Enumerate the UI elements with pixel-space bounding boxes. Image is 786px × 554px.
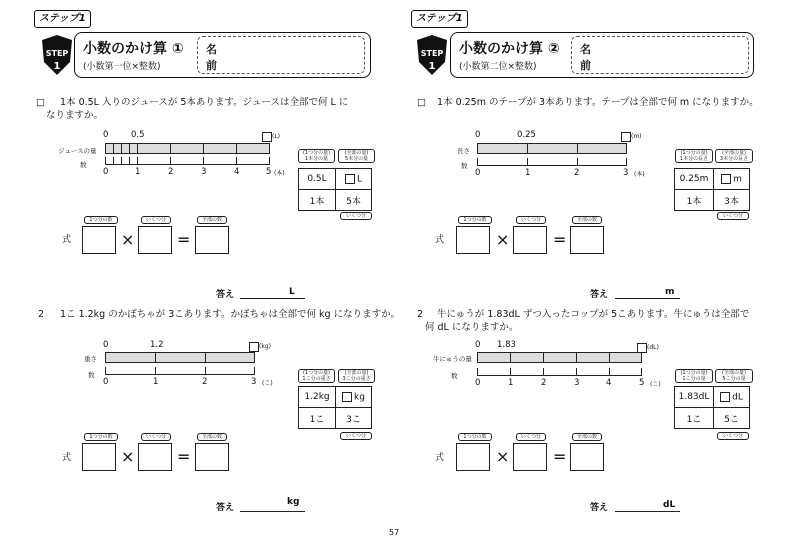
formula-pill-3: 全部の数 <box>197 433 227 441</box>
answer-label: 答え <box>216 290 235 300</box>
header-pill-1: (1つ分の量) 1こ分の重さ <box>298 369 335 383</box>
question-2-number: 2 <box>417 309 424 320</box>
unit-top: (dL) <box>647 344 659 351</box>
formula-pill-3: 全部の数 <box>572 433 602 441</box>
times-sign: × <box>496 230 510 249</box>
title-box <box>450 32 754 78</box>
tape-bar <box>477 352 642 363</box>
tick-5: 5 <box>639 378 645 388</box>
tape-bar <box>105 352 255 363</box>
tape-bar <box>477 143 627 154</box>
name-field[interactable] <box>571 36 749 74</box>
name-label-2: 前 <box>580 59 591 72</box>
formula-pill-1: 1つ分の数 <box>84 433 118 441</box>
question-2-number: 2 <box>38 309 45 320</box>
cell-1-1: 0.25m <box>675 169 714 190</box>
answer-box-1[interactable] <box>82 226 116 254</box>
tick-0: 0 <box>475 378 481 388</box>
answer-box-2[interactable] <box>513 443 547 471</box>
answer-label: 答え <box>216 503 235 513</box>
question-1-text: 1本 0.5L 入りのジュースが 5本あります。ジュースは全部で何 L に <box>60 97 349 108</box>
answer-line[interactable] <box>615 298 680 299</box>
answer-box-1[interactable] <box>82 443 116 471</box>
tick-0: 0 <box>103 377 109 387</box>
cell-2-2: 5こ <box>714 408 750 429</box>
tick-1: 1 <box>153 377 159 387</box>
row-label-2: 数 <box>461 162 468 170</box>
cell-2-2: 3本 <box>714 190 750 211</box>
unit-bottom: (本) <box>274 170 285 177</box>
answer-line[interactable] <box>240 511 305 512</box>
page-subtitle: (小数第一位×整数) <box>83 62 161 72</box>
cell-2-1: 1本 <box>299 190 336 211</box>
answer-box-2[interactable] <box>138 226 172 254</box>
tick-2: 2 <box>574 168 580 178</box>
cell-1-1: 1.83dL <box>675 387 714 408</box>
header-pill-1: (1つ分の量) 1本分の量 <box>298 149 335 163</box>
tick-3: 3 <box>623 168 629 178</box>
tick-3: 3 <box>574 378 580 388</box>
top-label-1: 1.2 <box>150 340 164 350</box>
header-pill-2: (全部の量) 3こ分の重さ <box>338 369 375 383</box>
row-label-2: 数 <box>88 371 95 379</box>
row-label-2: 数 <box>80 161 87 169</box>
question-1-number: □ <box>417 97 426 108</box>
unit-bottom: (こ) <box>262 380 273 387</box>
tick-0: 0 <box>475 168 481 178</box>
row-label-1: 長さ <box>457 147 470 155</box>
quantity-table <box>674 386 750 429</box>
top-label-1: 0.5 <box>131 130 145 140</box>
unit-bottom: (こ) <box>650 381 661 388</box>
name-field[interactable] <box>197 36 365 74</box>
tick-2: 2 <box>168 167 174 177</box>
header-pill-1: (1つ分の量) 1こ分の量 <box>675 369 713 383</box>
cell-1-2[interactable]: L <box>336 169 372 190</box>
cell-2-1: 1本 <box>675 190 714 211</box>
number-line <box>477 375 642 376</box>
ikutsu-pill: いくつ分 <box>340 432 372 440</box>
unit-top: (L) <box>272 133 281 140</box>
top-label-0: 0 <box>103 340 109 350</box>
row-label-1: 重さ <box>84 355 97 363</box>
cell-2-2: 5本 <box>336 190 372 211</box>
number-line <box>477 165 627 166</box>
formula-pill-3: 全部の数 <box>572 216 602 224</box>
answer-box-3[interactable] <box>570 226 604 254</box>
tick-5: 5 <box>266 167 272 177</box>
cell-1-2[interactable]: m <box>714 169 750 190</box>
answer-label: 答え <box>590 503 609 513</box>
blank-box[interactable] <box>621 132 631 142</box>
answer-box-2[interactable] <box>138 443 172 471</box>
number-line <box>105 374 255 375</box>
formula-pill-3: 全部の数 <box>197 216 227 224</box>
quantity-table <box>298 386 372 429</box>
page-subtitle: (小数第二位×整数) <box>459 62 537 72</box>
tick-1: 1 <box>525 168 531 178</box>
tick-0: 0 <box>103 167 109 177</box>
top-label-0: 0 <box>475 340 481 350</box>
svg-text:STEP: STEP <box>45 49 69 58</box>
question-1-number: □ <box>36 97 45 108</box>
answer-unit: dL <box>663 500 676 510</box>
equals-sign: = <box>177 447 191 466</box>
row-label-1: 牛にゅうの量 <box>433 355 472 363</box>
right-worksheet <box>393 0 786 554</box>
svg-text:1: 1 <box>53 61 61 72</box>
times-sign: × <box>121 447 135 466</box>
top-label-1: 1.83 <box>497 340 516 350</box>
tick-2: 2 <box>202 377 208 387</box>
tick-4: 4 <box>606 378 612 388</box>
equals-sign: = <box>553 230 567 249</box>
formula-pill-1: 1つ分の数 <box>458 433 492 441</box>
header-pill-2: (全部の量) 5本分の量 <box>338 149 375 163</box>
cell-1-2[interactable]: kg <box>336 387 372 408</box>
quantity-table <box>674 168 750 211</box>
question-1-text: 1本 0.25m のテープが 3本あります。テープは全部で何 m になりますか。 <box>437 97 759 108</box>
answer-box-2[interactable] <box>513 226 547 254</box>
step-shield-icon <box>415 34 449 76</box>
tick-1: 1 <box>135 167 141 177</box>
unit-bottom: (本) <box>634 171 645 178</box>
formula-pill-2: いくつ分 <box>516 216 546 224</box>
top-label-1: 0.25 <box>517 130 536 140</box>
question-2-text: 牛にゅうが 1.83dL ずつ入ったコップが 5こあります。牛にゅうは全部で <box>437 309 750 320</box>
tick-1: 1 <box>508 378 514 388</box>
unit-top: (kg) <box>259 343 271 350</box>
tick-3: 3 <box>251 377 257 387</box>
formula-label: 式 <box>435 453 445 463</box>
header-pill-1: (1つ分の量) 1本分の長さ <box>675 149 713 163</box>
question-2-text-2: 何 dL になりますか。 <box>425 322 519 333</box>
top-label-0: 0 <box>475 130 481 140</box>
question-1-text-2: なりますか。 <box>46 110 104 121</box>
answer-unit: m <box>665 287 675 297</box>
tick-2: 2 <box>541 378 547 388</box>
answer-unit: L <box>289 287 295 297</box>
header-pill-2: (全部の量) 5こ分の量 <box>715 369 753 383</box>
equals-sign: = <box>553 447 567 466</box>
name-label-1: 名 <box>580 43 591 56</box>
ikutsu-pill: いくつ分 <box>717 212 749 220</box>
step-badge: ステップ1 <box>34 10 91 28</box>
answer-label: 答え <box>590 290 609 300</box>
answer-box-3[interactable] <box>570 443 604 471</box>
tick-4: 4 <box>234 167 240 177</box>
cell-2-2: 3こ <box>336 408 372 429</box>
step-shield-icon <box>40 34 74 76</box>
formula-label: 式 <box>62 453 72 463</box>
formula-pill-2: いくつ分 <box>141 216 171 224</box>
cell-2-1: 1こ <box>299 408 336 429</box>
formula-pill-2: いくつ分 <box>141 433 171 441</box>
formula-label: 式 <box>435 235 445 245</box>
formula-pill-1: 1つ分の数 <box>84 216 118 224</box>
blank-box[interactable] <box>262 132 272 142</box>
answer-box-1[interactable] <box>456 226 490 254</box>
answer-line[interactable] <box>615 511 680 512</box>
page-number: 57 <box>389 528 400 537</box>
blank-box[interactable] <box>249 342 259 352</box>
cell-2-1: 1こ <box>675 408 714 429</box>
ikutsu-pill: いくつ分 <box>717 432 749 440</box>
formula-pill-1: 1つ分の数 <box>458 216 492 224</box>
answer-box-3[interactable] <box>195 443 229 471</box>
formula-label: 式 <box>62 235 72 245</box>
answer-box-1[interactable] <box>456 443 490 471</box>
page-title: 小数のかけ算 ② <box>459 41 560 57</box>
equals-sign: = <box>177 230 191 249</box>
tick-3: 3 <box>201 167 207 177</box>
question-2-text: 1こ 1.2kg のかぼちゃが 3こあります。かぼちゃは全部で何 kg になりますか。 <box>60 309 401 320</box>
quantity-table <box>298 168 372 211</box>
answer-box-3[interactable] <box>195 226 229 254</box>
row-label-2: 数 <box>451 372 458 380</box>
name-label-1: 名 <box>206 43 217 56</box>
step-badge: ステップ1 <box>411 10 468 28</box>
answer-line[interactable] <box>240 298 305 299</box>
formula-pill-2: いくつ分 <box>516 433 546 441</box>
cell-1-2[interactable]: dL <box>714 387 750 408</box>
cell-1-1: 0.5L <box>299 169 336 190</box>
top-label-0: 0 <box>103 130 109 140</box>
name-label-2: 前 <box>206 59 217 72</box>
svg-text:STEP: STEP <box>420 49 444 58</box>
header-pill-2: (全部の量) 3本分の長さ <box>715 149 753 163</box>
svg-text:1: 1 <box>428 61 436 72</box>
cell-1-1: 1.2kg <box>299 387 336 408</box>
title-box <box>74 32 371 78</box>
times-sign: × <box>496 447 510 466</box>
page-title: 小数のかけ算 ① <box>83 41 184 57</box>
ikutsu-pill: いくつ分 <box>340 212 372 220</box>
times-sign: × <box>121 230 135 249</box>
unit-top: (m) <box>631 133 642 140</box>
row-label-1: ジュースの量 <box>58 147 97 155</box>
answer-unit: kg <box>287 497 300 507</box>
